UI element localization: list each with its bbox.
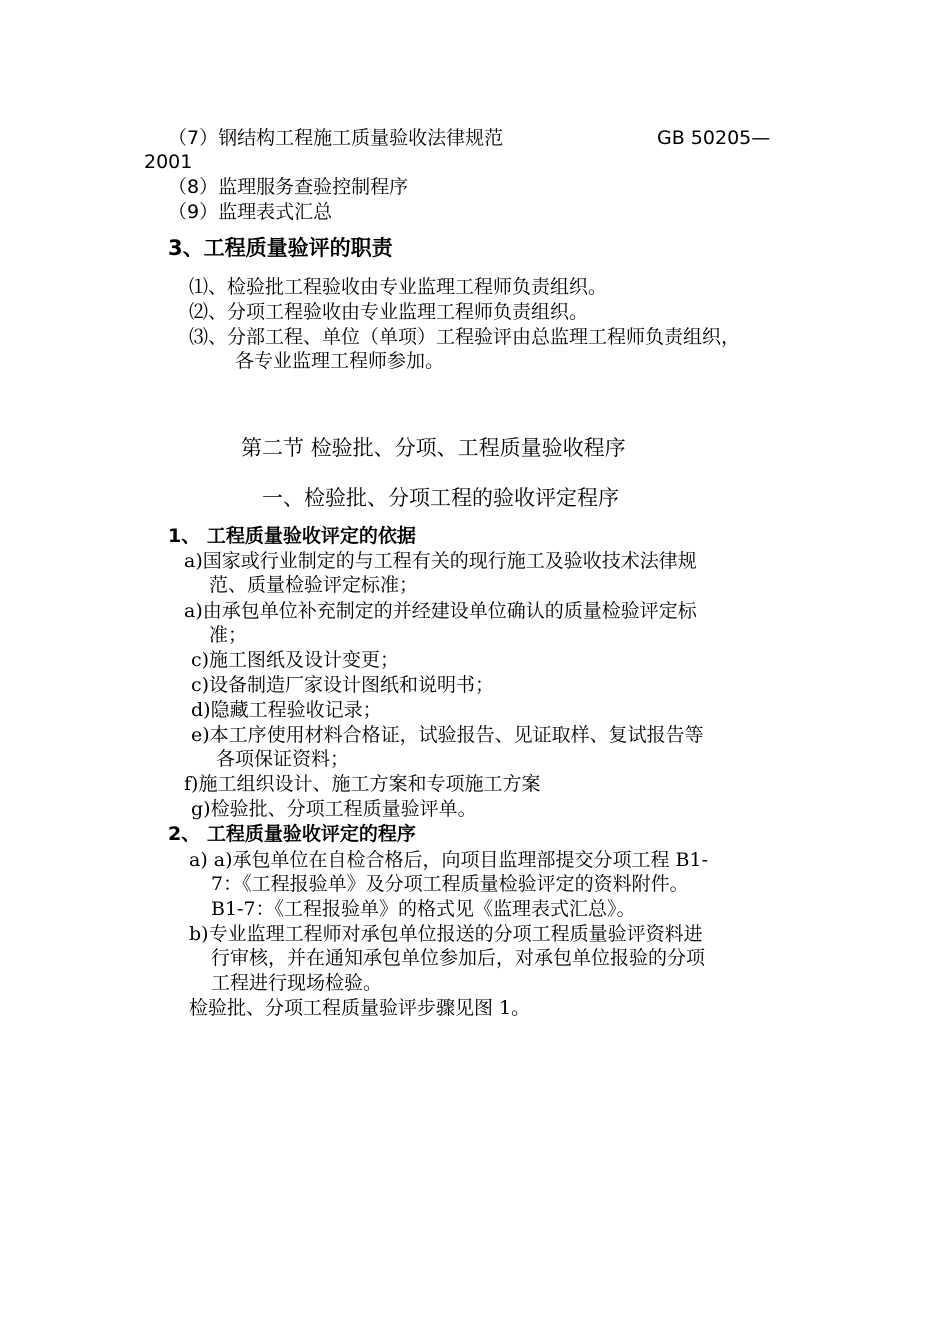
procedure-line: 工程进行现场检验。 xyxy=(211,972,383,994)
basis-line: f)施工组织设计、施工方案和专项施工方案 xyxy=(184,773,541,795)
standard-item-8: （8）监理服务查验控制程序 xyxy=(168,176,409,198)
procedure-line: 行审核，并在通知承包单位参加后，对承包单位报验的分项 xyxy=(211,947,706,969)
duty-item-2: ⑵、分项工程验收由专业监理工程师负责组织。 xyxy=(189,301,589,323)
standard-code: GB 50205— xyxy=(657,127,771,149)
basis-line: 各项保证资料； xyxy=(216,748,350,770)
procedure-note: 检验批、分项工程质量验评步骤见图 1。 xyxy=(189,997,531,1019)
standard-item-9: （9）监理表式汇总 xyxy=(168,201,333,223)
basis-line: a)由承包单位补充制定的并经建设单位确认的质量检验评定标 xyxy=(184,600,697,622)
procedure-line: B1-7：《工程报验单》的格式见《监理表式汇总》。 xyxy=(211,898,636,920)
standard-item-7: （7）钢结构工程施工质量验收法律规范 xyxy=(168,127,504,149)
procedure-line: b)专业监理工程师对承包单位报送的分项工程质量验评资料进 xyxy=(189,923,703,945)
section-3-title: 3、工程质量验评的职责 xyxy=(168,236,393,260)
basis-line: e)本工序使用材料合格证，试验报告、见证取样、复试报告等 xyxy=(191,724,704,746)
basis-line: 准； xyxy=(209,624,248,646)
procedure-line: a) a)承包单位在自检合格后，向项目监理部提交分项工程 B1- xyxy=(189,849,709,871)
basis-title: 1、 工程质量验收评定的依据 xyxy=(168,525,416,547)
basis-line: 范、质量检验评定标准； xyxy=(209,574,419,596)
section-title: 第二节 检验批、分项、工程质量验收程序 xyxy=(241,436,626,460)
basis-line: a)国家或行业制定的与工程有关的现行施工及验收技术法律规 xyxy=(184,550,697,572)
standard-year: 2001 xyxy=(144,151,193,173)
basis-line: d)隐藏工程验收记录； xyxy=(191,699,382,721)
procedure-title: 2、 工程质量验收评定的程序 xyxy=(168,823,416,845)
procedure-line: 7：《工程报验单》及分项工程质量检验评定的资料附件。 xyxy=(211,873,689,895)
duty-item-3: ⑶、分部工程、单位（单项）工程验评由总监理工程师负责组织， xyxy=(189,326,741,348)
duty-item-1: ⑴、检验批工程验收由专业监理工程师负责组织。 xyxy=(189,276,608,298)
basis-line: c)施工图纸及设计变更； xyxy=(191,649,400,671)
basis-line: c)设备制造厂家设计图纸和说明书； xyxy=(191,674,495,696)
section-subtitle: 一、检验批、分项工程的验收评定程序 xyxy=(262,486,619,510)
duty-item-3-cont: 各专业监理工程师参加。 xyxy=(235,350,445,372)
basis-line: g)检验批、分项工程质量验评单。 xyxy=(191,798,477,820)
